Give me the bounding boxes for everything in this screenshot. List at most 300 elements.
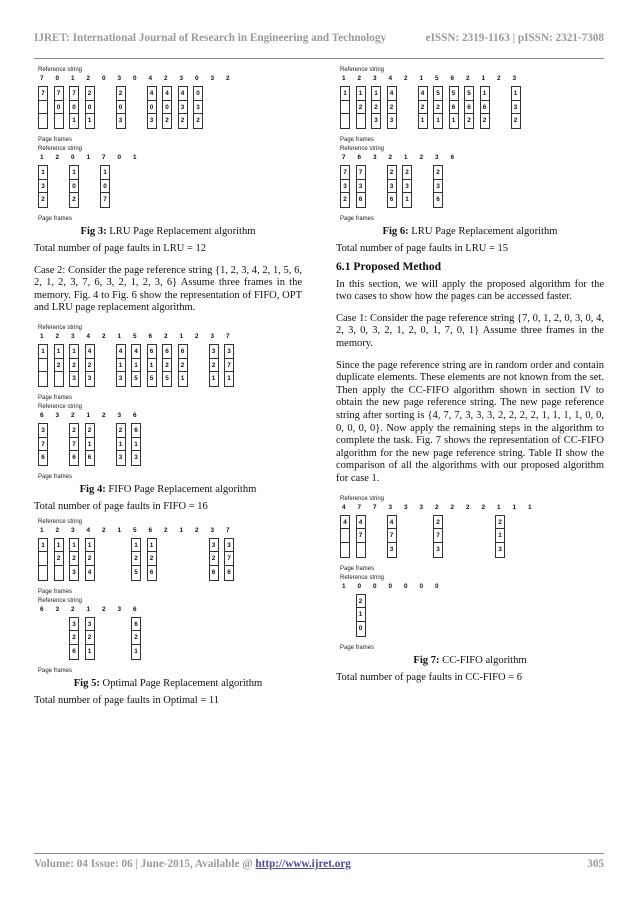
ref-value: 6	[357, 154, 362, 161]
ref-value: 0	[102, 75, 106, 82]
frame-cell: 1	[180, 375, 185, 383]
frame-cell: 1	[357, 87, 365, 101]
frame-column	[356, 86, 366, 129]
ref-value: 2	[102, 411, 106, 419]
intro-paragraph: In this section, we will apply the proposed algorithm for the two cases to show how the pages can be accessed faster.	[336, 278, 604, 303]
fig5-pageframes-label-1: Page frames	[38, 667, 73, 674]
ref-value: 5	[133, 526, 137, 534]
ref-value: 3	[71, 332, 75, 340]
frame-cell: 3	[210, 539, 218, 553]
ref-value: 1	[528, 503, 532, 511]
frame-column	[54, 538, 64, 581]
frame-column	[54, 344, 64, 387]
frame-cell: 3	[341, 180, 349, 194]
frame-cell: 0	[70, 101, 78, 115]
frame-cell: 3	[512, 101, 520, 115]
frame-cell: 3	[118, 117, 123, 125]
frame-cell: 4	[388, 516, 396, 530]
frame-cell: 6	[358, 196, 363, 204]
ref-value: 3	[419, 503, 424, 511]
ref-value: 3	[71, 526, 75, 534]
frame-column	[162, 344, 172, 387]
ref-value: 3	[117, 75, 122, 82]
frame-column	[38, 423, 48, 466]
frame-cell: 2	[70, 552, 78, 566]
frame-column	[147, 538, 157, 581]
frame-column	[131, 538, 141, 581]
journal-title: IJRET: International Journal of Research in Engineering and Technology	[34, 32, 387, 44]
frame-cell: 5	[134, 568, 138, 576]
ref-value: 4	[388, 75, 393, 82]
ref-value: 0	[373, 582, 377, 590]
frame-cell: 3	[210, 345, 218, 359]
fifo-faults-text: Total number of page faults in FIFO = 16	[34, 500, 208, 512]
fig5-pageframes-label-0: Page frames	[38, 588, 73, 595]
frame-column	[69, 538, 79, 581]
ref-value: 2	[55, 332, 60, 340]
ref-value: 2	[164, 526, 168, 534]
frame-cell: 1	[87, 647, 92, 655]
ref-value: 7	[357, 503, 362, 511]
frame-column	[511, 86, 521, 129]
frame-cell: 2	[72, 196, 76, 204]
ref-value: 7	[342, 154, 346, 161]
frame-cell: 3	[436, 545, 440, 553]
ref-value: 2	[102, 605, 106, 613]
frame-column	[340, 165, 350, 208]
frame-cell: 2	[434, 516, 442, 530]
frame-cell: 1	[86, 438, 94, 452]
ref-value: 1	[497, 503, 501, 511]
ref-value: 6	[450, 75, 455, 82]
frame-cell: 4	[419, 87, 427, 101]
fig3-refstring-1	[38, 153, 302, 163]
frame-cell: 1	[132, 539, 140, 553]
frame-cell: 7	[70, 87, 78, 101]
frame-column	[147, 86, 157, 129]
frame-column	[464, 86, 474, 129]
frame-column	[69, 165, 79, 208]
frame-cell: 1	[72, 117, 76, 125]
lru-faults-text: Total number of page faults in LRU = 12	[34, 243, 206, 254]
fig4-pageframes-label-1: Page frames	[38, 473, 73, 480]
frame-cell: 1	[70, 539, 78, 553]
lru2-faults-text: Total number of page faults in LRU = 15	[336, 243, 508, 254]
frame-column	[433, 165, 443, 208]
fig3-refstring-label-0: Reference string	[38, 67, 83, 73]
page-header	[34, 32, 604, 54]
frame-cell: 4	[87, 568, 92, 576]
frame-cell: 2	[86, 87, 94, 101]
ref-value: 2	[357, 75, 362, 82]
fig5-frames-0	[38, 538, 302, 586]
ref-value: 2	[481, 503, 486, 511]
frame-cell: 1	[148, 359, 156, 373]
frame-column	[162, 86, 172, 129]
frame-cell: 7	[70, 438, 78, 452]
ref-value: 2	[388, 154, 393, 161]
journal-link[interactable]: http://www.ijret.org	[255, 858, 351, 870]
frame-column	[356, 594, 366, 637]
frame-cell: 2	[148, 552, 156, 566]
frame-cell: 3	[389, 545, 394, 553]
frame-cell: 2	[419, 101, 427, 115]
ref-value: 7	[226, 332, 230, 340]
frame-cell: 6	[389, 196, 394, 204]
frame-cell: 5	[465, 87, 473, 101]
frame-cell: 1	[372, 87, 380, 101]
frame-cell: 6	[72, 454, 76, 462]
ref-value: 1	[133, 154, 137, 161]
frame-column	[116, 86, 126, 129]
frame-cell: 0	[148, 101, 156, 115]
fig7-caption: Fig 7: CC-FIFO algorithm	[413, 654, 527, 666]
frame-cell: 3	[498, 545, 502, 553]
ref-value: 1	[179, 332, 184, 340]
frame-column	[69, 86, 79, 129]
frame-cell: 6	[465, 101, 473, 115]
ref-value: 2	[419, 154, 424, 161]
frame-cell: 4	[132, 345, 140, 359]
frame-cell: 1	[39, 539, 47, 553]
frame-cell: 6	[149, 568, 154, 576]
frame-cell: 3	[403, 180, 411, 194]
frame-column	[38, 344, 48, 387]
frame-cell: 2	[372, 101, 380, 115]
frame-column	[340, 86, 350, 129]
ref-value: 2	[404, 75, 408, 82]
frame-cell: 4	[148, 87, 156, 101]
frame-cell: 7	[357, 166, 365, 180]
ref-value: 2	[466, 503, 470, 511]
frame-cell	[39, 566, 47, 580]
ref-value: 1	[419, 75, 424, 82]
page-number: 305	[587, 858, 604, 870]
fig4-refstring-0	[38, 332, 302, 342]
ref-value: 3	[373, 75, 377, 82]
frame-cell: 4	[86, 345, 94, 359]
frame-cell: 6	[163, 345, 171, 359]
frame-cell: 3	[87, 375, 92, 383]
ref-value: 1	[86, 605, 91, 613]
fig3-pageframes-label-0: Page frames	[38, 137, 73, 143]
page-footer	[34, 858, 604, 870]
ref-value: 3	[210, 75, 215, 82]
frame-column	[69, 344, 79, 387]
fig4-refstring-1	[38, 411, 302, 421]
frame-cell: 4	[117, 345, 125, 359]
frame-cell	[39, 359, 47, 373]
frame-cell: 3	[388, 180, 396, 194]
ref-value: 0	[195, 75, 199, 82]
ref-value: 1	[86, 154, 91, 161]
ref-value: 6	[40, 605, 44, 613]
frame-cell: 1	[341, 87, 349, 101]
fig5-refstring-label-0: Reference string	[38, 518, 83, 525]
frame-cell: 7	[39, 87, 47, 101]
fig7-refstring-0	[340, 503, 604, 513]
fig6-refstring-label-1: Reference string	[340, 146, 385, 152]
ref-value: 6	[40, 411, 44, 419]
ref-value: 2	[435, 503, 439, 511]
frame-cell: 3	[39, 180, 47, 194]
ref-value: 2	[497, 75, 501, 82]
frame-cell	[55, 566, 63, 580]
ref-value: 2	[195, 526, 199, 534]
ref-value: 4	[86, 332, 91, 340]
frame-cell: 2	[388, 166, 396, 180]
frame-column	[85, 86, 95, 129]
frame-cell: 1	[55, 345, 63, 359]
fig7-frames-1	[340, 594, 604, 642]
ref-value: 2	[102, 526, 106, 534]
ref-value: 7	[373, 503, 377, 511]
frame-cell: 1	[148, 539, 156, 553]
frame-column	[131, 344, 141, 387]
ref-value: 6	[148, 526, 153, 534]
fig3-refstring-label-1: Reference string	[38, 146, 83, 152]
ref-value: 2	[55, 154, 60, 161]
frame-column	[387, 515, 397, 558]
frame-cell: 3	[39, 424, 47, 438]
frame-cell: 3	[134, 454, 138, 462]
frame-cell: 3	[194, 101, 202, 115]
frame-cell: 2	[86, 359, 94, 373]
fig6-caption: Fig 6: LRU Page Replacement algorithm	[382, 226, 558, 237]
frame-cell: 1	[496, 529, 504, 543]
frame-cell: 1	[39, 166, 47, 180]
frame-column	[38, 165, 48, 208]
ref-value: 0	[388, 582, 393, 590]
frame-column	[131, 423, 141, 466]
frame-cell: 1	[132, 438, 140, 452]
fig6-frames-1	[340, 165, 604, 213]
frame-cell	[357, 543, 365, 557]
fig7-refstring-label-1: Reference string	[340, 574, 385, 581]
frame-cell: 6	[179, 345, 187, 359]
frame-cell: 2	[70, 631, 78, 645]
frame-column	[480, 86, 490, 129]
frame-cell: 1	[87, 117, 92, 125]
frame-cell	[55, 372, 63, 386]
frame-cell: 3	[357, 180, 365, 194]
frame-column	[371, 86, 381, 129]
fig7-diagram	[340, 495, 604, 653]
fig7-pageframes-label-0: Page frames	[340, 565, 375, 572]
fig6-pageframes-label-0: Page frames	[340, 137, 375, 143]
frame-column	[402, 165, 412, 208]
frame-column	[54, 86, 64, 129]
ref-value: 1	[40, 154, 44, 161]
frame-column	[38, 86, 48, 129]
frame-cell: 1	[481, 87, 489, 101]
frame-cell: 2	[467, 117, 471, 125]
frame-cell: 7	[39, 438, 47, 452]
frame-cell: 1	[405, 196, 409, 204]
frame-cell: 3	[72, 568, 76, 576]
frame-column	[85, 423, 95, 466]
fig7-pageframes-label-1: Page frames	[340, 644, 375, 651]
fig4-frames-1	[38, 423, 302, 471]
frame-cell: 1	[39, 345, 47, 359]
ref-value: 4	[342, 503, 346, 511]
fig5-diagram	[38, 518, 302, 676]
frame-cell: 2	[117, 87, 125, 101]
ref-value: 5	[133, 332, 137, 340]
frame-cell: 2	[196, 117, 200, 125]
frame-cell: 2	[180, 117, 185, 125]
frame-column	[356, 515, 366, 558]
ccfifo-faults-text: Total number of page faults in CC-FIFO = 6	[336, 671, 522, 683]
frame-cell: 1	[512, 87, 520, 101]
frame-column	[69, 423, 79, 466]
frame-column	[85, 538, 95, 581]
frame-cell: 3	[70, 618, 78, 632]
frame-cell: 7	[357, 529, 365, 543]
frame-cell: 2	[117, 424, 125, 438]
frame-cell: 7	[388, 529, 396, 543]
frame-cell: 1	[227, 375, 231, 383]
frame-cell: 6	[450, 101, 458, 115]
frame-cell: 1	[451, 117, 456, 125]
fig6-refstring-label-0: Reference string	[340, 67, 385, 73]
frame-cell: 2	[343, 196, 347, 204]
ref-value: 3	[388, 503, 393, 511]
ref-value: 2	[195, 332, 199, 340]
frame-column	[178, 344, 188, 387]
frame-cell: 7	[103, 196, 107, 204]
frame-cell: 2	[163, 359, 171, 373]
ref-value: 6	[133, 605, 137, 613]
frame-cell: 6	[436, 196, 440, 204]
frame-cell: 2	[357, 101, 365, 115]
frame-cell: 4	[388, 87, 396, 101]
ref-value: 3	[373, 154, 377, 161]
frame-column	[356, 165, 366, 208]
frame-column	[433, 86, 443, 129]
header-rule	[34, 58, 604, 59]
frame-cell: 3	[118, 375, 123, 383]
fig7-refstring-label-0: Reference string	[340, 495, 385, 502]
frame-cell: 1	[70, 345, 78, 359]
ref-value: 1	[342, 582, 346, 590]
frame-cell: 2	[132, 552, 140, 566]
fig4-caption: Fig 4: FIFO Page Replacement algorithm	[79, 483, 257, 495]
ref-value: 7	[102, 154, 106, 161]
frame-cell: 2	[86, 424, 94, 438]
ref-value: 0	[133, 75, 137, 82]
frame-cell: 2	[496, 516, 504, 530]
fig6-refstring-0	[340, 74, 604, 84]
frame-column	[209, 344, 219, 387]
sort-paragraph: Since the page reference string are in random order and contain duplicate elements. These elements are not known from the set. Then apply the CC-FIFO algorithm shown in section IV to obtain the new page reference string. The new page reference string after sorting is {4, 7, 7, 3, 3, 3, 2, 2, 2, 2, 1, 1, 1, 1, 0, 0, 0, 0, 0, 0}. Now apply the remaining steps in the algorithm to complete the task. Fig. 7 shows the representation of CC-FIFO algorithm for the new page reference string. Table II show the comparison of all the algorithms with our proposed algorithm for case 1.	[336, 359, 604, 484]
ref-value: 2	[71, 411, 75, 419]
frame-cell: 2	[434, 101, 442, 115]
frame-cell	[341, 529, 349, 543]
frame-cell: 3	[225, 345, 233, 359]
ref-value: 3	[404, 503, 408, 511]
fig3-frames-0	[38, 86, 302, 134]
fig3-caption: Fig 3: LRU Page Replacement algorithm	[80, 226, 256, 237]
fig4-refstring-label-1: Reference string	[38, 403, 83, 410]
ref-value: 5	[435, 75, 439, 82]
section-heading: 6.1 Proposed Method	[336, 259, 442, 273]
frame-cell: 2	[70, 359, 78, 373]
issn: eISSN: 2319-1163 | pISSN: 2321-7308	[425, 32, 604, 44]
frame-column	[224, 344, 234, 387]
ref-value: 4	[148, 75, 153, 82]
ref-value: 2	[71, 605, 75, 613]
frame-column	[224, 538, 234, 581]
frame-cell: 2	[179, 359, 187, 373]
frame-cell: 0	[163, 101, 171, 115]
ref-value: 3	[117, 605, 122, 613]
footer-rule	[34, 853, 604, 854]
frame-cell: 2	[210, 552, 218, 566]
frame-cell: 1	[420, 117, 425, 125]
frame-column	[85, 344, 95, 387]
ref-value: 2	[102, 332, 106, 340]
frame-cell: 2	[86, 552, 94, 566]
frame-cell: 7	[434, 529, 442, 543]
frame-cell: 6	[72, 647, 76, 655]
frame-cell: 3	[179, 101, 187, 115]
fig4-pageframes-label-0: Page frames	[38, 394, 73, 401]
frame-cell: 2	[357, 595, 365, 609]
case1-paragraph: Case 1: Consider the page reference string {7, 0, 1, 2, 0, 3, 0, 4, 2, 3, 0, 3, 2, 1, 2, 0, 1, 7, 0, 1} Assume three frames in the memory.	[336, 312, 604, 349]
frame-column	[100, 165, 110, 208]
frame-cell: 2	[55, 552, 63, 566]
fig3-diagram	[38, 66, 302, 224]
frame-cell: 1	[134, 647, 138, 655]
frame-column	[69, 617, 79, 660]
ref-value: 1	[86, 411, 91, 419]
ref-value: 0	[117, 154, 122, 161]
frame-cell: 1	[101, 166, 109, 180]
ref-value: 0	[404, 582, 408, 590]
frame-cell: 3	[225, 539, 233, 553]
frame-cell	[341, 101, 349, 115]
ref-value: 2	[450, 503, 455, 511]
fig3-refstring-0	[38, 74, 302, 84]
frame-cell: 0	[86, 101, 94, 115]
ref-value: 6	[148, 332, 153, 340]
ref-value: 0	[71, 154, 75, 161]
ref-value: 1	[179, 526, 184, 534]
ref-value: 6	[450, 154, 455, 161]
frame-column	[116, 423, 126, 466]
frame-cell	[55, 114, 63, 128]
frame-cell: 0	[194, 87, 202, 101]
frame-cell: 7	[225, 552, 233, 566]
ref-value: 1	[512, 503, 517, 511]
frame-cell: 6	[132, 618, 140, 632]
left-column	[34, 66, 302, 707]
frame-cell: 3	[149, 117, 154, 125]
frame-column	[449, 86, 459, 129]
fig7-refstring-1	[340, 582, 604, 592]
fig4-frames-0	[38, 344, 302, 392]
frame-cell: 5	[450, 87, 458, 101]
frame-cell: 6	[481, 101, 489, 115]
ref-value: 1	[71, 75, 75, 82]
ref-value: 6	[133, 411, 137, 419]
frame-cell: 4	[163, 87, 171, 101]
frame-cell: 6	[132, 424, 140, 438]
fig5-refstring-0	[38, 526, 302, 536]
right-column	[336, 66, 604, 684]
frame-column	[116, 344, 126, 387]
